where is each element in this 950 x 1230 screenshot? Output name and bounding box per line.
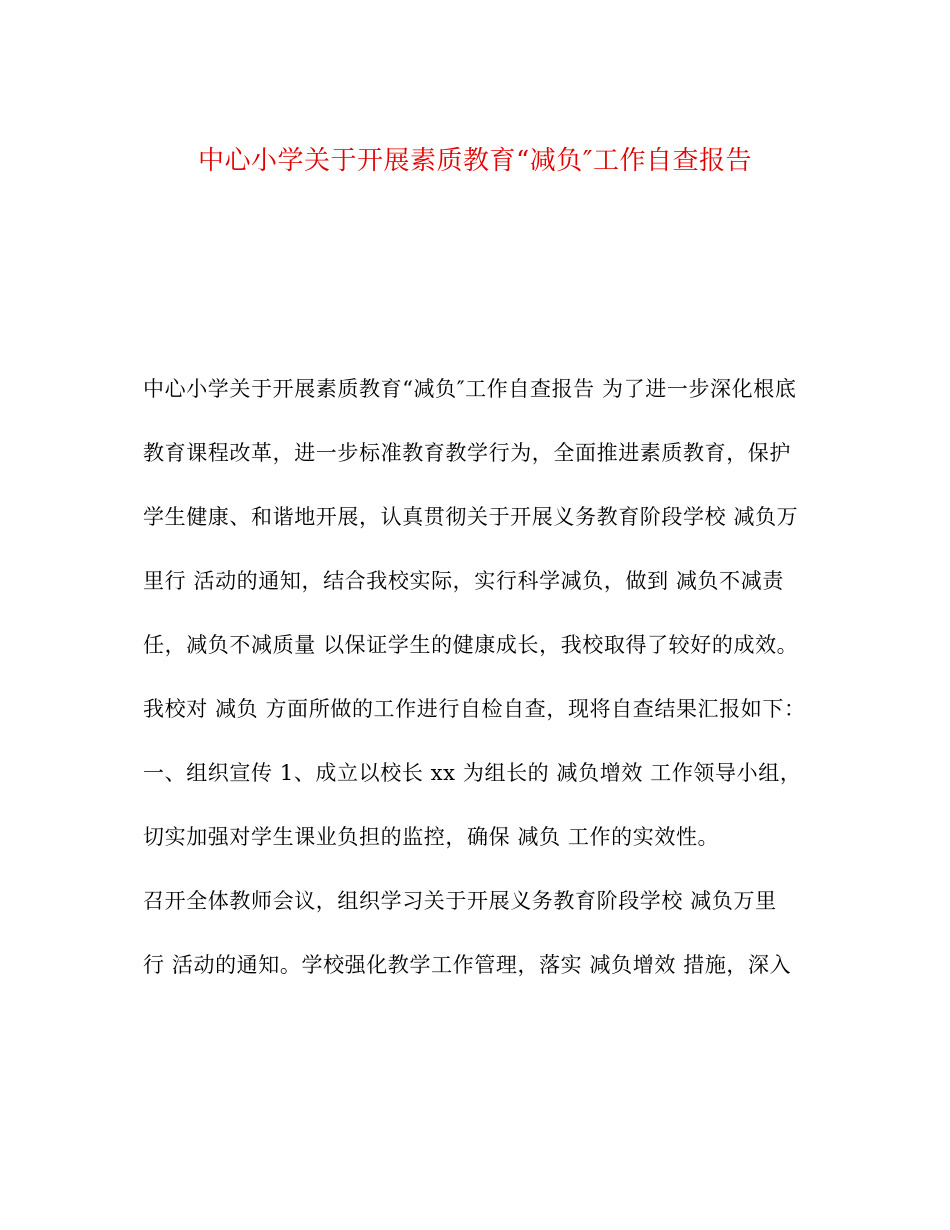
body-line: 任，减负不减质量 以保证学生的健康成长，我校取得了较好的成效。	[143, 633, 799, 657]
body-line: 切实加强对学生课业负担的监控，确保 减负 工作的实效性。	[143, 825, 720, 849]
body-line: 召开全体教师会议，组织学习关于开展义务教育阶段学校 减负万里	[143, 889, 777, 913]
document-title: 中心小学关于开展素质教育“减负″工作自查报告	[197, 146, 752, 176]
body-line: 一、组织宣传 1、成立以校长 xx 为组长的 减负增效 工作领导小组，	[143, 761, 802, 785]
body-line: 教育课程改革，进一步标准教育教学行为，全面推进素质教育，保护	[143, 441, 791, 465]
body-line: 里行 活动的通知，结合我校实际，实行科学减负，做到 减负不减责	[143, 569, 784, 593]
body-line: 我校对 减负 方面所做的工作进行自检自查，现将自查结果汇报如下：	[143, 697, 806, 721]
document-body	[143, 367, 823, 1007]
body-line: 中心小学关于开展素质教育“减负″工作自查报告 为了进一步深化根底	[143, 377, 797, 401]
body-line: 学生健康、和谐地开展，认真贯彻关于开展义务教育阶段学校 减负万	[143, 505, 799, 529]
body-line: 行 活动的通知。学校强化教学工作管理，落实 减负增效 措施，深入	[143, 953, 792, 977]
